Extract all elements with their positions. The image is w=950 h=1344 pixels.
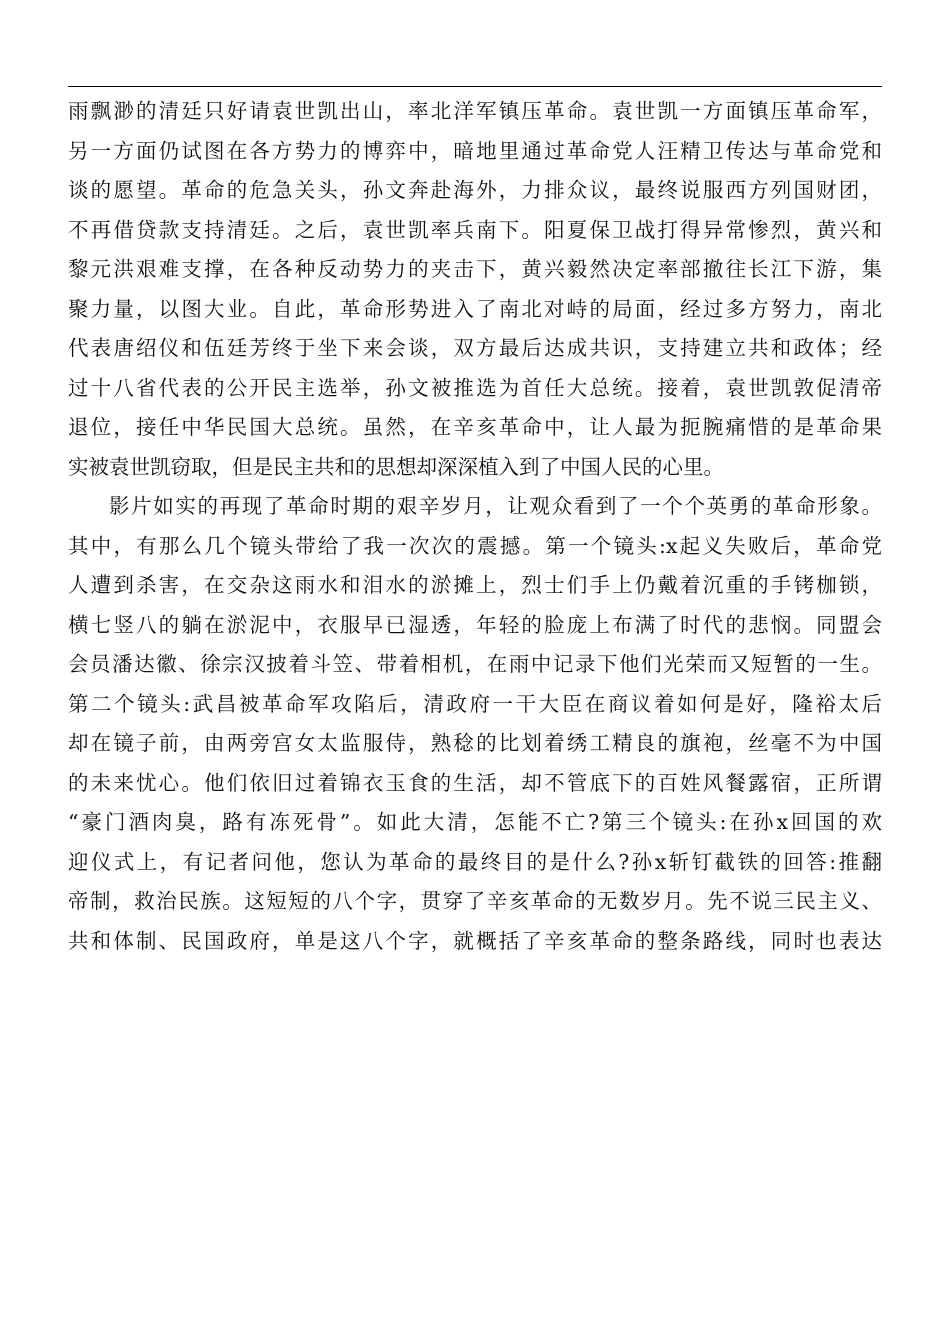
text-line: “豪门酒肉臭，路有冻死骨”。如此大清，怎能不亡?第三个镜头:在孙x回国的欢 xyxy=(68,810,882,834)
text-line: 实被袁世凯窃取，但是民主共和的思想却深深植入到了中国人民的心里。 xyxy=(68,454,724,479)
text-line: 却在镜子前，由两旁宫女太监服侍，熟稔的比划着绣工精良的旗袍，丝毫不为中国 xyxy=(68,731,882,755)
text-line: 雨飘渺的清廷只好请袁世凯出山，率北洋军镇压革命。袁世凯一方面镇压革命军， xyxy=(68,99,882,123)
text-line: 共和体制、民国政府，单是这八个字，就概括了辛亥革命的整条路线，同时也表达 xyxy=(68,928,882,953)
text-line: 迎仪式上，有记者问他，您认为革命的最终目的是什么?孙x斩钉截铁的回答:推翻 xyxy=(68,849,882,874)
text-line: 不再借贷款支持清廷。之后，袁世凯率兵南下。阳夏保卫战打得异常惨烈，黄兴和 xyxy=(68,217,882,242)
text-line: 另一方面仍试图在各方势力的博弈中，暗地里通过革命党人汪精卫传达与革命党和 xyxy=(68,138,882,163)
header-rule xyxy=(68,86,882,87)
text-line: 过十八省代表的公开民主选举，孙文被推选为首任大总统。接着，袁世凯敦促清帝 xyxy=(68,375,882,400)
text-line: 第二个镜头:武昌被革命军攻陷后，清政府一干大臣在商议着如何是好，隆裕太后 xyxy=(68,691,882,716)
text-line: 会员潘达徽、徐宗汉披着斗笠、带着相机，在雨中记录下他们光荣而又短暂的一生。 xyxy=(68,652,882,676)
text-line: 退位，接任中华民国大总统。虽然，在辛亥革命中，让人最为扼腕痛惜的是革命果 xyxy=(68,415,882,439)
text-line: 影片如实的再现了革命时期的艰辛岁月，让观众看到了一个个英勇的革命形象。 xyxy=(109,494,882,518)
text-line: 黎元洪艰难支撑，在各种反动势力的夹击下，黄兴毅然决定率部撤往长江下游，集 xyxy=(68,257,882,281)
body-text xyxy=(68,92,882,961)
text-line: 帝制，救治民族。这短短的八个字，贯穿了辛亥革命的无数岁月。先不说三民主义、 xyxy=(68,889,882,913)
text-line: 代表唐绍仪和伍廷芳终于坐下来会谈，双方最后达成共识，支持建立共和政体；经 xyxy=(68,336,882,360)
text-line: 聚力量，以图大业。自此，革命形势进入了南北对峙的局面，经过多方努力，南北 xyxy=(68,296,882,321)
text-line: 的未来忧心。他们依旧过着锦衣玉食的生活，却不管底下的百姓风餐露宿，正所谓 xyxy=(68,770,882,795)
text-line: 其中，有那么几个镜头带给了我一次次的震撼。第一个镜头:x起义失败后，革命党 xyxy=(68,533,882,558)
text-line: 横七竖八的躺在淤泥中，衣服早已湿透，年轻的脸庞上布满了时代的悲悯。同盟会 xyxy=(68,612,882,637)
text-line: 人遭到杀害，在交杂这雨水和泪水的淤摊上，烈士们手上仍戴着沉重的手铐枷锁， xyxy=(68,573,882,597)
text-line: 谈的愿望。革命的危急关头，孙文奔赴海外，力排众议，最终说服西方列国财团， xyxy=(68,178,882,202)
